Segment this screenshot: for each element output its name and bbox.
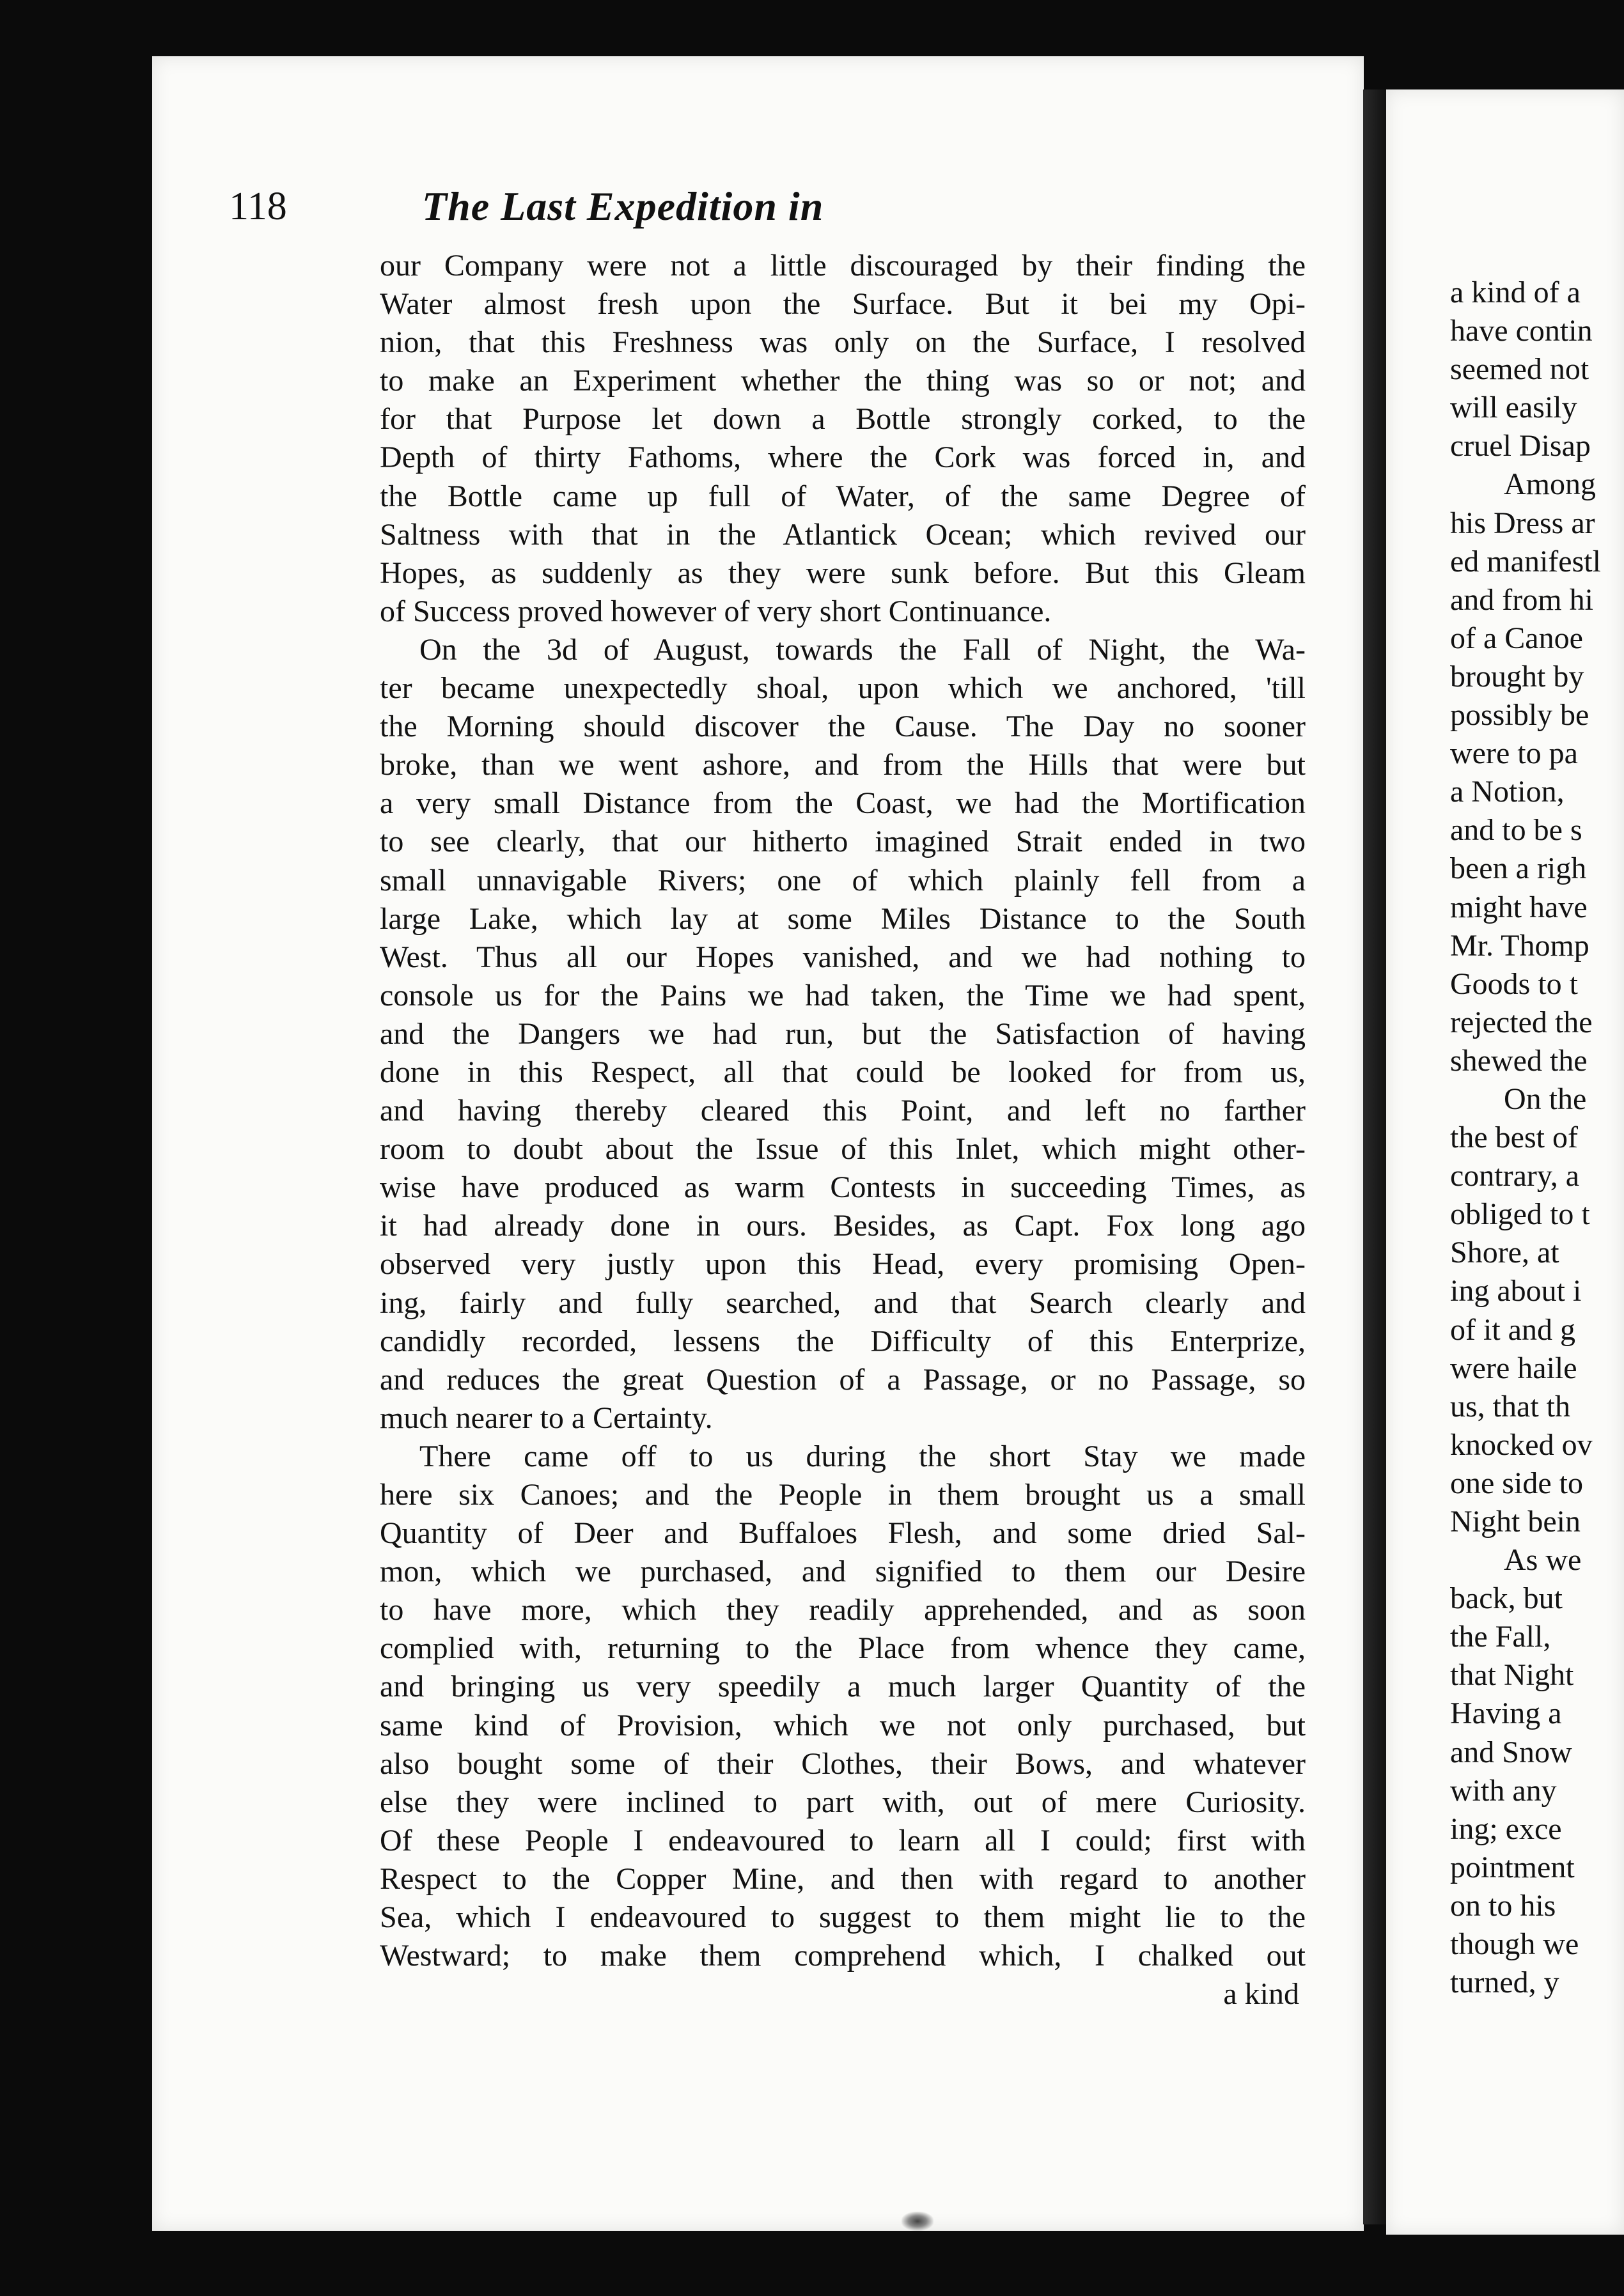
text-line: Having a (1450, 1696, 1562, 1731)
text-line: us, that th (1450, 1389, 1570, 1423)
text-line: and the Dangers we had run, but the Satisfaction of having (380, 1016, 1306, 1051)
text-line: Depth of thirty Fathoms, where the Cork was forced in, and (380, 440, 1306, 475)
text-line: with any (1450, 1773, 1557, 1808)
text-line: a kind of a (1450, 275, 1581, 309)
text-line: and reduces the great Question of a Passage, or no Passage, so (380, 1362, 1306, 1397)
text-line: done in this Respect, all that could be looked for from us, (380, 1055, 1306, 1089)
right-page-text (1450, 274, 1624, 2002)
text-line: Saltness with that in the Atlantick Ocean; which revived our (380, 517, 1306, 552)
text-line: of it and g (1450, 1312, 1575, 1347)
text-line: Westward; to make them comprehend which, I chalked out (380, 1939, 1306, 1973)
text-line: that Night (1450, 1658, 1574, 1693)
text-line: rejected the (1450, 1005, 1593, 1039)
text-line: knocked ov (1450, 1427, 1593, 1462)
text-line: to have more, which they readily apprehended, and as soon (380, 1593, 1306, 1627)
text-line: of a Canoe (1450, 621, 1583, 655)
text-line: on to his (1450, 1888, 1556, 1923)
text-line: mon, which we purchased, and signified to them our Desire (380, 1555, 1306, 1589)
text-line: Water almost fresh upon the Surface. But it bei my Opi- (380, 287, 1306, 322)
text-line: here six Canoes; and the People in them brought us a small (380, 1478, 1306, 1512)
text-line: Shore, at (1450, 1236, 1559, 1270)
text-line: were to pa (1450, 736, 1578, 771)
text-line: ing about i (1450, 1274, 1582, 1308)
text-line: On the 3d of August, towards the Fall of Night, the Wa- (419, 632, 1306, 667)
text-line: candidly recorded, lessens the Difficulty of this Enterprize, (380, 1324, 1306, 1358)
text-line: back, but (1450, 1581, 1563, 1616)
text-line: Mr. Thomp (1450, 928, 1589, 963)
text-line: else they were inclined to part with, out of mere Curiosity. (380, 1785, 1306, 1819)
text-line: observed very justly upon this Head, every promising Open- (380, 1247, 1306, 1282)
text-line: room to doubt about the Issue of this Inlet, which might other- (380, 1132, 1306, 1167)
catchword: a kind (1223, 1977, 1299, 2012)
text-line: contrary, a (1450, 1159, 1580, 1193)
text-line: large Lake, which lay at some Miles Distance to the South (380, 901, 1306, 936)
text-line: Goods to t (1450, 966, 1579, 1001)
text-line: been a righ (1450, 851, 1587, 886)
text-line: There came off to us during the short Stay we made (419, 1439, 1306, 1473)
text-line: though we (1450, 1927, 1579, 1962)
text-line: seemed not (1450, 352, 1589, 387)
text-line: As we (1504, 1543, 1582, 1578)
text-line: for that Purpose let down a Bottle strongly corked, to the (380, 402, 1306, 437)
text-line: the Fall, (1450, 1620, 1551, 1654)
text-line: Respect to the Copper Mine, and then with regard to another (380, 1861, 1306, 1896)
text-line: and to be s (1450, 813, 1582, 848)
text-line: and from hi (1450, 582, 1593, 617)
text-line: also bought some of their Clothes, their Bows, and whatever (380, 1746, 1306, 1781)
text-line: much nearer to a Certainty. (380, 1400, 713, 1435)
text-line: a very small Distance from the Coast, we had the Mortification (380, 786, 1306, 821)
text-line: of Success proved however of very short Continuance. (380, 594, 1052, 628)
text-line: and Snow (1450, 1735, 1572, 1769)
text-line: brought by (1450, 659, 1584, 694)
scan-smudge (902, 2212, 933, 2231)
text-line: Night bein (1450, 1505, 1581, 1539)
text-line: ed manifestl (1450, 544, 1601, 578)
text-line: have contin (1450, 314, 1593, 348)
text-line: his Dress ar (1450, 506, 1595, 540)
text-line: Of these People I endeavoured to learn all I could; first with (380, 1823, 1306, 1858)
text-line: pointment (1450, 1850, 1575, 1884)
text-line: were haile (1450, 1351, 1577, 1385)
page-number: 118 (229, 185, 287, 228)
text-line: Hopes, as suddenly as they were sunk before. But this Gleam (380, 555, 1306, 590)
text-line: Quantity of Deer and Buffaloes Flesh, and some dried Sal- (380, 1516, 1306, 1551)
text-line: complied with, returning to the Place from whence they came, (380, 1631, 1306, 1666)
text-line: Among (1504, 467, 1596, 502)
left-page-text (380, 247, 1306, 2013)
text-line: broke, than we went ashore, and from the Hills that were but (380, 748, 1306, 782)
text-line: one side to (1450, 1466, 1583, 1500)
text-line: to see clearly, that our hitherto imagined Strait ended in two (380, 825, 1306, 859)
text-line: the Bottle came up full of Water, of the same Degree of (380, 479, 1306, 513)
text-line: West. Thus all our Hopes vanished, and we had nothing to (380, 940, 1306, 974)
text-line: to make an Experiment whether the thing was so or not; and (380, 364, 1306, 398)
text-line: On the (1504, 1082, 1587, 1116)
text-line: and having thereby cleared this Point, and left no farther (380, 1094, 1306, 1128)
text-line: cruel Disap (1450, 429, 1591, 463)
text-line: it had already done in ours. Besides, as Capt. Fox long ago (380, 1209, 1306, 1243)
text-line: a Notion, (1450, 775, 1565, 809)
text-line: nion, that this Freshness was only on the Surface, I resolved (380, 325, 1306, 360)
text-line: ing, fairly and fully searched, and that Search clearly and (380, 1285, 1306, 1320)
text-line: might have (1450, 890, 1588, 924)
text-line: obliged to t (1450, 1197, 1590, 1232)
text-line: shewed the (1450, 1043, 1588, 1078)
running-title: The Last Expedition in (422, 183, 824, 229)
text-line: our Company were not a little discouraged by their finding the (380, 249, 1306, 283)
text-line: and bringing us very speedily a much larger Quantity of the (380, 1670, 1306, 1704)
text-line: console us for the Pains we had taken, the Time we had spent, (380, 978, 1306, 1012)
text-line: Sea, which I endeavoured to suggest to them might lie to the (380, 1900, 1306, 1935)
text-line: ing; exce (1450, 1811, 1562, 1846)
text-line: ter became unexpectedly shoal, upon which we anchored, 'till (380, 671, 1306, 706)
text-line: small unnavigable Rivers; one of which plainly fell from a (380, 863, 1306, 897)
text-line: will easily (1450, 391, 1577, 425)
text-line: the Morning should discover the Cause. The Day no sooner (380, 710, 1306, 744)
text-line: same kind of Provision, which we not only purchased, but (380, 1708, 1306, 1742)
text-line: wise have produced as warm Contests in succeeding Times, as (380, 1170, 1306, 1205)
text-line: possibly be (1450, 698, 1589, 733)
text-line: the best of (1450, 1121, 1578, 1155)
text-line: turned, y (1450, 1966, 1559, 2000)
